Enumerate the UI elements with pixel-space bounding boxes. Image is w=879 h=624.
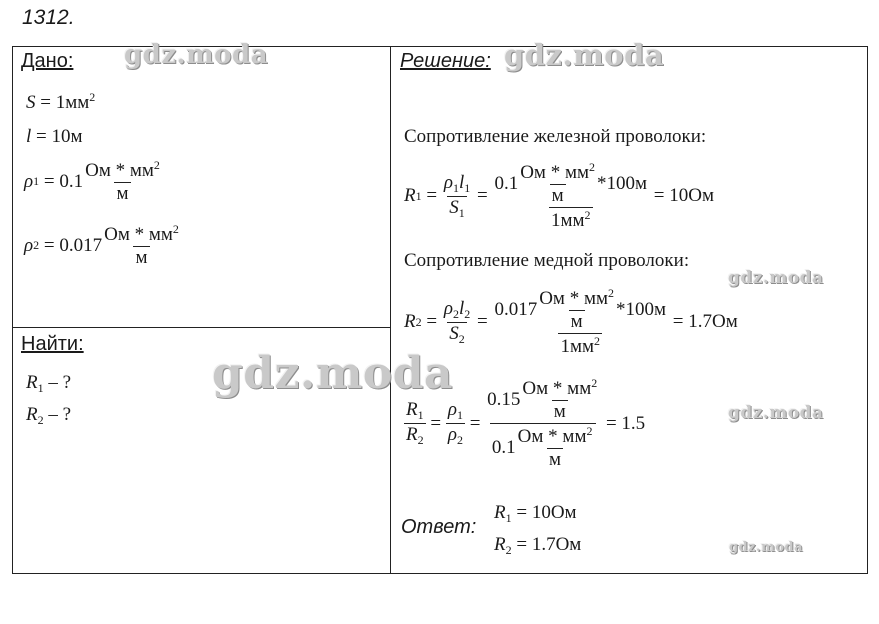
equation-r2: R 2 = $\frac{\rho_2l_2}{S_2}$ = 0.017 $\frac{Ом * мм^2}{м}$ *100м $1мм^2$ = 1.7Ом <box>404 286 738 357</box>
row-divider <box>12 327 391 328</box>
given-length: l = 10м <box>26 126 83 147</box>
watermark: gdz.moda <box>728 268 824 288</box>
given-rho1: ρ 1 = 0.1 $\frac{Ом * мм^2}{м}$ <box>24 158 160 204</box>
watermark: gdz.moda <box>728 403 824 423</box>
find-heading: Найти: <box>21 333 84 355</box>
given-heading: Дано: <box>21 50 74 72</box>
answer-r2: $R_2 = 1.7Ом$ <box>494 534 582 557</box>
iron-wire-label: Сопротивление железной проволоки: <box>404 126 707 147</box>
equation-r1: R 1 = $\frac{\rho_1l_1}{S_1}$ = 0.1 $\frac{Ом * мм^2}{м}$ *100м $1мм^2$ = 10Ом <box>404 160 714 231</box>
problem-number: 1312. <box>22 6 75 29</box>
answer-r1: $R_1 = 10Ом$ <box>494 502 577 525</box>
watermark: gdz.moda <box>504 38 665 72</box>
column-divider <box>390 46 391 574</box>
watermark: gdz.moda <box>729 540 804 555</box>
equation-ratio: $\frac{R_1}{R_2}$ = $\frac{\rho_1}{\rho_2}$ = 0.15 $\frac{Ом * мм^2}{м}$ 0.1 $\frac{Ом * мм^2}{м}$ = 1.5 <box>406 376 646 470</box>
copper-wire-label: Сопротивление медной проволоки: <box>404 250 690 271</box>
find-r2: $R_2$ – ? <box>26 404 72 427</box>
find-r1: $R_1$ – ? <box>26 372 72 395</box>
given-area: $S = 1мм^2$ <box>26 90 96 113</box>
answer-heading: Ответ: <box>401 516 477 538</box>
solution-heading: Решение: <box>400 50 491 72</box>
watermark: gdz.moda <box>124 40 269 70</box>
given-rho2: ρ 2 = 0.017 $\frac{Ом * мм^2}{м}$ <box>24 222 179 268</box>
watermark: gdz.moda <box>212 348 454 399</box>
